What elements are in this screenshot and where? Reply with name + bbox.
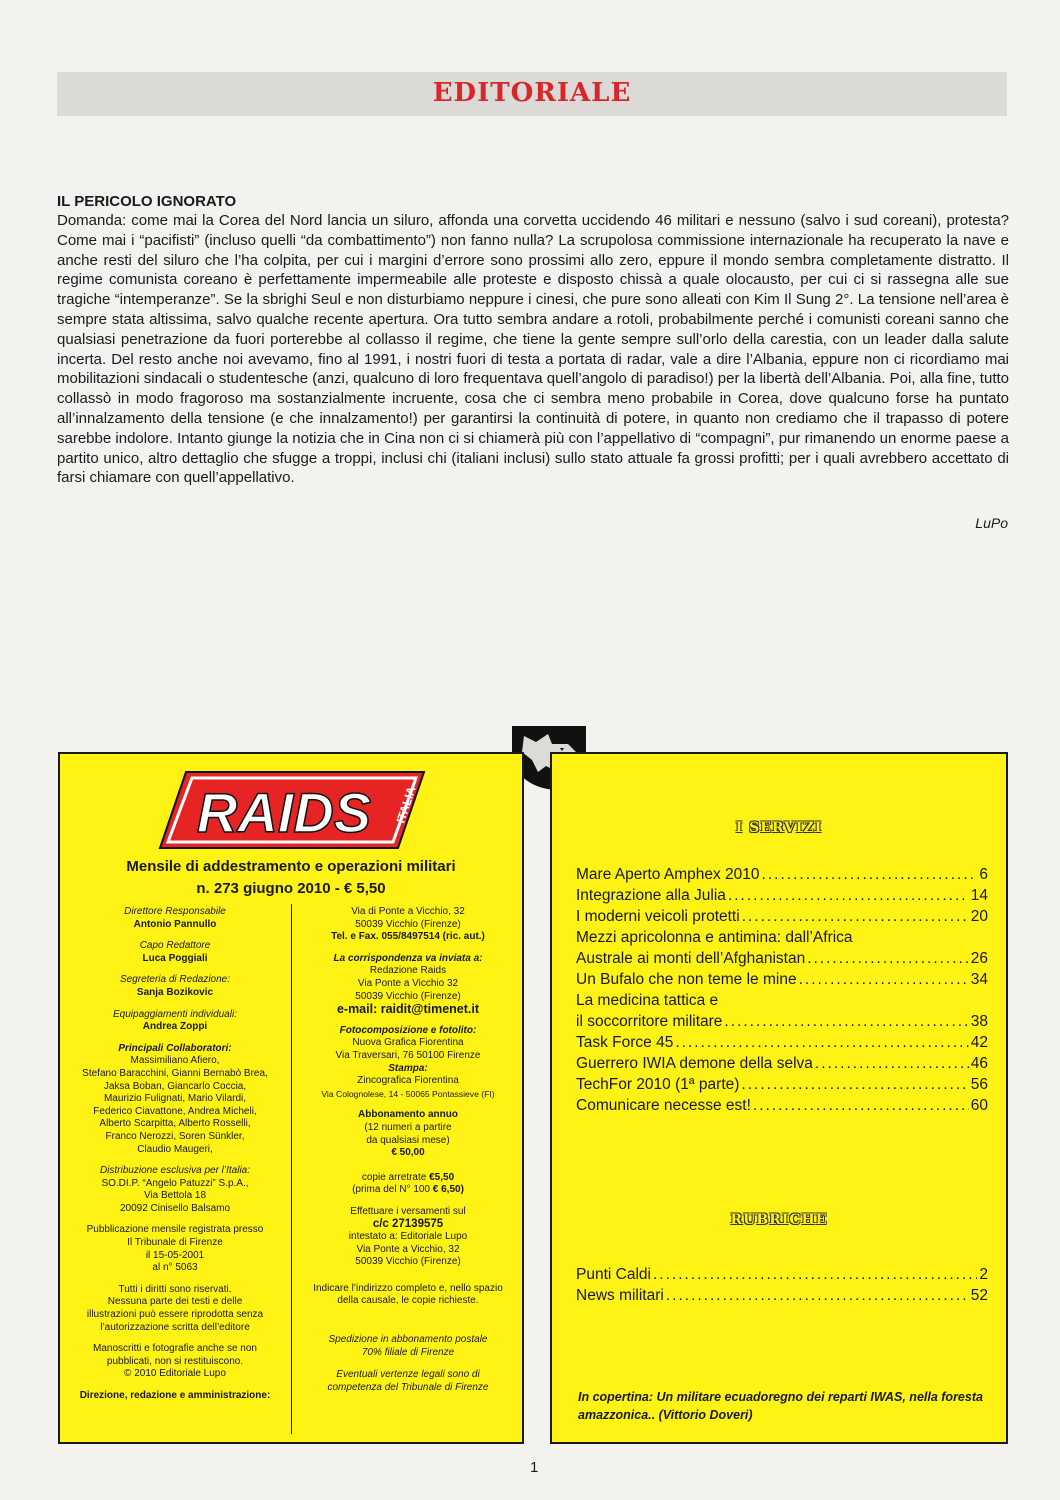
raids-logo [152, 766, 432, 854]
stampa-line: Zincografica Fiorentina [357, 1075, 459, 1087]
servizi-list [576, 866, 988, 1118]
toc-dots [666, 1287, 969, 1305]
toc-dots [762, 866, 978, 884]
rights-line: illustrazioni può essere riprodotta senza [86, 1309, 264, 1321]
address-line: Via di Ponte a Vicchio, 32 [351, 906, 465, 917]
collab-line: Stefano Baracchini, Gianni Bernabò Brea, [82, 1067, 268, 1079]
toc-title: Mare Aperto Amphex 2010 [576, 866, 760, 883]
toc-dots [753, 1097, 969, 1115]
toc-page: 52 [970, 1287, 988, 1304]
telephone: Tel. e Fax. 055/8497514 (ric. aut.) [331, 931, 485, 943]
payment-line: 50039 Vicchio (Firenze) [355, 1256, 461, 1268]
rights-line: Tutti i diritti sono riservati. [118, 1283, 232, 1295]
foto-line: Nuova Grafica Fiorentina [352, 1037, 464, 1049]
toc-page: 38 [970, 1013, 988, 1030]
stampa-line: Via Colognolese, 14 - 50065 Pontassieve (FI) [321, 1088, 495, 1099]
payment-line: Via Ponte a Vicchio, 32 [356, 1243, 460, 1255]
chief-name: Luca Poggiali [142, 952, 208, 964]
back-issues-old [298, 1184, 518, 1197]
toc-title: Punti Caldi [576, 1266, 651, 1283]
back-issues-old-price: € 6,50) [432, 1184, 464, 1196]
collab-label: Principali Collaboratori: [118, 1042, 232, 1054]
toc-row[interactable] [576, 1266, 988, 1287]
credits-column [70, 906, 280, 1403]
collab-line: Alberto Scarpitta, Alberto Rosselli, [99, 1118, 251, 1130]
back-issues-label: copie arretrate [361, 1171, 427, 1183]
toc-dots [742, 908, 969, 926]
manu-line: Manoscritti e fotografie anche se non [93, 1343, 257, 1355]
toc-row[interactable] [576, 992, 988, 1013]
distrib-line: SO.DI.P. “Angelo Patuzzi” S.p.A., [101, 1177, 249, 1189]
distrib-line: 20092 Cinisello Balsamo [119, 1202, 231, 1214]
rights-line: Nessuna parte dei testi e delle [107, 1296, 243, 1308]
toc-page: 2 [979, 1266, 988, 1283]
toc-title: il soccorritore militare [576, 1013, 723, 1030]
toc-page: 26 [970, 950, 988, 967]
logo-main-text: RAIDS [196, 781, 372, 844]
address-line: 50039 Vicchio (Firenze) [355, 918, 461, 930]
toc-dots [815, 1055, 969, 1073]
chief-label: Capo Redattore [139, 940, 211, 952]
back-issues-price: €5,50 [429, 1171, 455, 1183]
signature: LuPo [975, 515, 1008, 531]
legal-line: competenza del Tribunale di Firenze [327, 1381, 489, 1393]
toc-page: 60 [970, 1097, 988, 1114]
corr-line: Redazione Raids [369, 965, 447, 977]
toc-dots [728, 887, 969, 905]
subscription-label: Abbonamento annuo [358, 1109, 458, 1121]
manu-line: pubblicati, non si restituiscono. [106, 1355, 244, 1367]
rubriche-list [576, 1266, 988, 1308]
collab-line: Claudio Maugeri, [137, 1143, 213, 1155]
issue-info: n. 273 giugno 2010 - € 5,50 [196, 880, 386, 897]
collab-line: Franco Nerozzi, Soren Sünkler, [105, 1130, 245, 1142]
editorial-title: IL PERICOLO IGNORATO [57, 193, 237, 210]
secretary-name: Sanja Bozikovic [136, 986, 214, 998]
toc-title: Comunicare necesse est! [576, 1097, 751, 1114]
back-issues [298, 1172, 518, 1185]
toc-title: La medicina tattica e [576, 992, 719, 1009]
toc-row[interactable] [576, 1034, 988, 1055]
toc-title: Task Force 45 [576, 1034, 674, 1051]
subscription-line: da qualsiasi mese) [366, 1134, 450, 1146]
director-label: Direttore Responsabile [124, 906, 226, 917]
contents-box [550, 752, 1008, 1444]
page-number: 1 [530, 1459, 539, 1476]
toc-row[interactable] [576, 971, 988, 992]
toc-page: 6 [979, 866, 988, 883]
corr-line: Via Ponte a Vicchio 32 [357, 977, 459, 989]
rights-line: l’autorizzazione scritta dell’editore [100, 1321, 250, 1333]
section-title: EDITORIALE [432, 78, 632, 108]
toc-dots [741, 1076, 968, 1094]
director-name: Antonio Pannullo [133, 918, 217, 930]
toc-title: TechFor 2010 (1ª parte) [576, 1076, 740, 1093]
editorial-body: Domanda: come mai la Corea del Nord lancia un siluro, affonda una corvetta uccidendo 46 militari e nessuno (salvo i sud coreani), protesta? Come mai i “pacifisti” (incluso quelli “da combattimento”) non fanno nulla? La scrupolosa commissione internazionale ha recuperato la nave e anche resti del siluro che l’ha colpita, per cui i margini d’errore sono prossimi allo zero, eppure il mondo sembra completamente distratto. Il regime comunista coreano è perfettamente impermeabile alle proteste e disposto chissà a quale olocausto, per cui ci si rassegna alle sue tragiche “intemperanze”. Se la sbrighi Seul e non disturbiamo neppure i cinesi, che pure sono alleati con Kim Il Sung 2°. La tensione nell’area è sempre stata altissima, salvo qualche recente apertura. Ora tutto sembra andare a rotoli, probabilmente perché i comunisti coreani sanno che qualsiasi penetrazione da fuori porterebbe al collasso il regime, che tiene la gente sempre sull’orlo della carestia, con un leader dalla salute incerta. Del resto anche noi avevamo, fino al 1991, i nostri fuori di testa a portata di radar, vale a dire l’Albania, eppure non ci ricordiamo mai mobilitazioni sindacali o studentesche (anzi, qualcuno di loro frequentava quell’angolo di paradiso!) per la libertà dell’Albania. Poi, alla fine, tutto collassò in modo fragoroso ma sostanzialmente incruente, cosa che ci sembra meno probabile in Corea, dove qualcuno forse ha puntato all’innalzamento della tensione (e che innalzamento!) per garantirsi la continuità di potere, in quanto non crediamo che il trapasso di potere sarebbe indolore. Intanto giunge la notizia che in Cina non ci si chiamerà più con l’appellativo di “compagni”, pur rimanendo un enorme paese a partito unico, altro dettaglio che sfugge a troppi, inclusi chi (italiani inclusi) sullo stato attuale fa grossi profitti; per i quali avrebbero accettato di farsi chiamare con quell’appellativo. [57, 212, 1009, 487]
subscription-price: € 50,00 [391, 1147, 425, 1159]
toc-row[interactable] [576, 1076, 988, 1097]
distrib-label: Distribuzione esclusiva per l’Italia: [99, 1165, 251, 1177]
manu-line: © 2010 Editoriale Lupo [124, 1368, 226, 1380]
toc-title: Mezzi apricolonna e antimina: dall’Africa [576, 929, 853, 946]
toc-title: Integrazione alla Julia [576, 887, 726, 904]
toc-dots [807, 950, 969, 968]
reg-line: Pubblicazione mensile registrata presso [86, 1224, 264, 1236]
toc-title: Australe ai monti dell’Afghanistan [576, 950, 806, 967]
foto-line: Via Traversari, 76 50100 Firenze [335, 1049, 481, 1061]
collab-line: Jaksa Boban, Giancarlo Coccia, [103, 1080, 247, 1092]
distrib-line: Via Bettola 18 [143, 1190, 207, 1202]
toc-dots [653, 1266, 977, 1284]
reg-line: Il Tribunale di Firenze [127, 1237, 223, 1249]
address-note: della causale, le copie richieste. [337, 1295, 479, 1307]
stampa-label: Stampa: [388, 1062, 428, 1074]
contacts-column [298, 906, 518, 1403]
toc-title: Guerrero IWIA demone della selva [576, 1055, 813, 1072]
toc-row[interactable] [576, 1013, 988, 1034]
payment-line: intestato a: Editoriale Lupo [348, 1231, 468, 1243]
equip-label: Equipaggiamenti individuali: [113, 1008, 237, 1020]
shipping-line: 70% filiale di Firenze [361, 1346, 455, 1358]
toc-dots [675, 1034, 968, 1052]
shipping-line: Spedizione in abbonamento postale [328, 1334, 488, 1346]
toc-title: Un Bufalo che non teme le mine [576, 971, 797, 988]
toc-row[interactable] [576, 950, 988, 971]
header-band [57, 72, 1007, 116]
collab-line: Federico Ciavattone, Andrea Micheli, [93, 1105, 257, 1117]
toc-page: 46 [970, 1055, 988, 1072]
rubriche-heading: RUBRICHE [730, 1212, 828, 1228]
secretary-label: Segreteria di Redazione: [119, 974, 231, 986]
toc-row[interactable] [576, 866, 988, 887]
toc-page: 14 [970, 887, 988, 904]
collab-line: Massimiliano Afiero, [130, 1055, 220, 1067]
toc-row[interactable] [576, 929, 988, 950]
servizi-heading: I SERVIZI [735, 820, 823, 836]
toc-dots [799, 971, 969, 989]
reg-line: il 15-05-2001 [145, 1249, 205, 1261]
toc-row[interactable] [576, 1097, 988, 1118]
direction-label: Direzione, redazione e amministrazione: [79, 1390, 271, 1401]
masthead-subtitle: Mensile di addestramento e operazioni militari [126, 858, 456, 875]
column-divider [291, 904, 292, 1434]
toc-page: 34 [970, 971, 988, 988]
toc-row[interactable] [576, 1055, 988, 1076]
toc-page: 42 [970, 1034, 988, 1051]
payment-label: Effettuare i versamenti sul [350, 1205, 466, 1217]
editorial [57, 192, 1009, 488]
equip-name: Andrea Zoppi [142, 1021, 208, 1033]
collab-line: Maurizio Fulignati, Mario Vilardi, [103, 1093, 247, 1105]
toc-row[interactable] [576, 887, 988, 908]
toc-page: 20 [970, 908, 988, 925]
corr-line: 50039 Vicchio (Firenze) [355, 990, 461, 1002]
toc-row[interactable] [576, 908, 988, 929]
cover-note: In copertina: Un militare ecuadoregno dei reparti IWAS, nella foresta amazzonica.. (Vittorio Doveri) [578, 1390, 983, 1422]
logo-sub-text: ITALIA [393, 784, 419, 825]
subscription-line: (12 numeri a partire [364, 1121, 452, 1133]
legal-line: Eventuali vertenze legali sono di [336, 1369, 480, 1381]
masthead-box [58, 752, 524, 1444]
address-note: Indicare l’indirizzo completo e, nello spazio [313, 1282, 503, 1294]
back-issues-prefix: (prima del N° 100 [352, 1184, 430, 1196]
postal-account: c/c 27139575 [372, 1218, 444, 1231]
email-link[interactable]: e-mail: raidit@timenet.it [336, 1002, 480, 1017]
toc-title: I moderni veicoli protetti [576, 908, 740, 925]
toc-page: 56 [970, 1076, 988, 1093]
foto-label: Fotocomposizione e fotolito: [339, 1024, 477, 1036]
toc-row[interactable] [576, 1287, 988, 1308]
reg-line: al n° 5063 [152, 1262, 198, 1274]
corr-label: La corrispondenza va inviata a: [333, 952, 483, 964]
toc-title: News militari [576, 1287, 664, 1304]
toc-dots [724, 1013, 968, 1031]
